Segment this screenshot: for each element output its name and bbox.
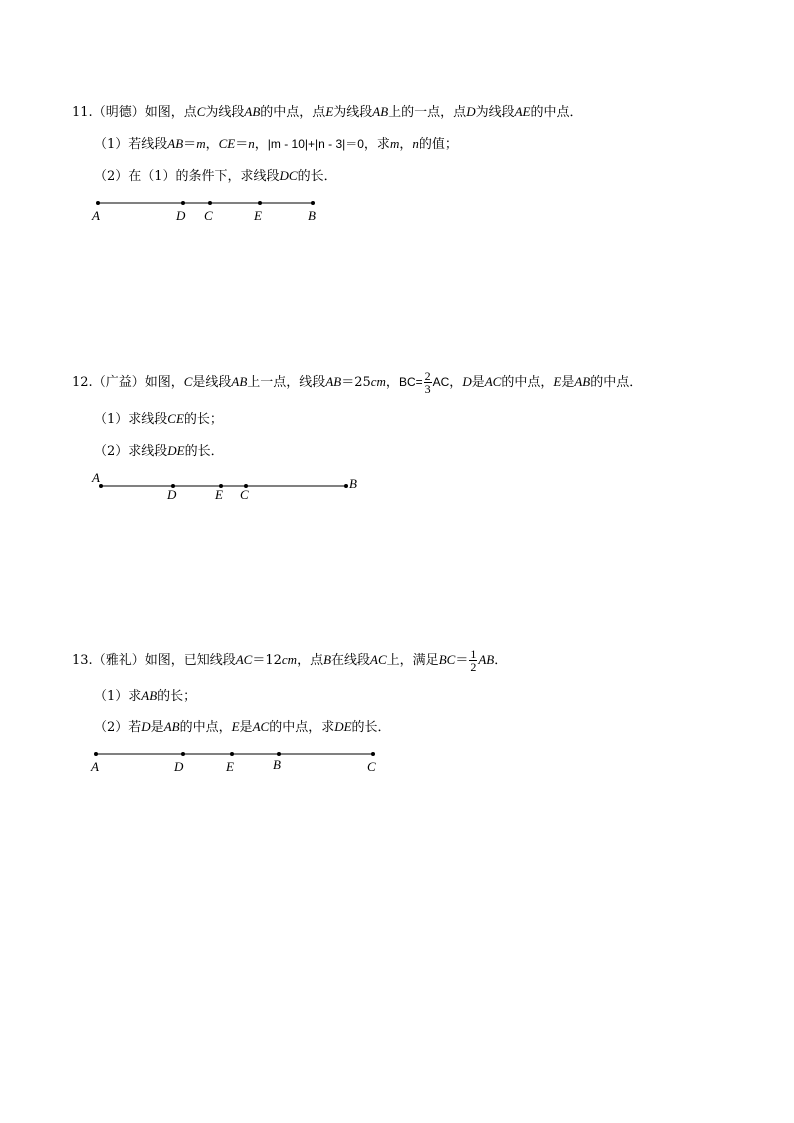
- q12-part1-text: 的长；: [183, 412, 223, 427]
- q12-var: AB: [325, 374, 342, 389]
- q11-text: 如图，点: [144, 105, 197, 120]
- q11-label-c: C: [204, 208, 213, 223]
- q11-figure: [91, 201, 316, 223]
- q12-text: 的中点，: [501, 375, 554, 390]
- q12-var: DE: [167, 443, 185, 458]
- q13-var: D: [141, 719, 151, 734]
- q12-label-e: E: [215, 487, 223, 502]
- q11-part1-text: （1）若线段: [94, 137, 168, 152]
- q13-part2: [94, 719, 391, 736]
- q12-fraction: [424, 370, 432, 395]
- q13-label-b: B: [273, 757, 281, 772]
- q12-figure: [91, 470, 357, 502]
- q11-part1-text: ＝: [235, 137, 249, 152]
- q12-label-c: C: [240, 487, 249, 502]
- q12-text: 是: [561, 375, 575, 390]
- q13-label-c: C: [367, 759, 376, 774]
- q12-var: D: [462, 374, 472, 389]
- q12-text: 如图，: [144, 375, 184, 390]
- q13-fraction: [469, 648, 477, 673]
- q13-var: AB: [163, 719, 180, 734]
- q12-part1-text: （1）求线段: [94, 412, 168, 427]
- q12-part1: [94, 411, 223, 428]
- q13-point-a: [94, 752, 98, 756]
- q12-part2: [94, 443, 224, 460]
- q13-part2-text: 的中点，求: [269, 720, 335, 735]
- q13-label-e: E: [226, 759, 234, 774]
- q13-var: AB: [478, 652, 495, 667]
- q13-text: ＝: [455, 653, 469, 668]
- q11-text: 的中点，点: [260, 105, 326, 120]
- q13-text: 上，满足: [386, 653, 439, 668]
- q12-fraction-numerator: 2: [424, 369, 431, 383]
- q11-var: n: [412, 136, 419, 151]
- q12-var: E: [553, 374, 562, 389]
- q13-point-b: [277, 752, 281, 756]
- q12-text: 的中点．: [590, 375, 643, 390]
- q12-var: CE: [167, 411, 184, 426]
- q13-figure: [90, 752, 376, 774]
- q13-part2-text: 是: [239, 720, 253, 735]
- q11-part2-text: 的长．: [297, 169, 337, 184]
- q13-text: ＝12: [252, 653, 282, 668]
- q13-fraction-numerator: 1: [470, 647, 477, 661]
- q11-part1-text: 的值；: [418, 137, 458, 152]
- q11-part1-text: ，: [254, 137, 268, 152]
- q13-label-d: D: [174, 759, 184, 774]
- q11-var: AB: [372, 104, 389, 119]
- q11-var: DC: [279, 168, 298, 183]
- q12-part2-text: 的长．: [184, 444, 224, 459]
- q11-text: 的中点．: [530, 105, 583, 120]
- q13-text: 在线段: [331, 653, 371, 668]
- q11-var: C: [196, 104, 206, 119]
- q11-text: 为线段: [205, 105, 245, 120]
- q12-var: AB: [231, 374, 248, 389]
- q12-equation-rhs: AC: [432, 375, 450, 389]
- q12-source: （广益）: [92, 375, 145, 390]
- q11-point-b: [311, 201, 315, 205]
- q13-text: ，点: [297, 653, 324, 668]
- q13-source: （雅礼）: [92, 653, 145, 668]
- q11-var: m: [196, 136, 206, 151]
- q12-unit: cm: [370, 374, 386, 389]
- q11-label-e: E: [254, 208, 262, 223]
- q11-point-e: [258, 201, 262, 205]
- q13-var: BC: [438, 652, 456, 667]
- q12-equation-lhs: BC=: [398, 375, 423, 389]
- q11-equation: |m - 10|+|n - 3|＝0: [267, 137, 364, 151]
- q11-var: m: [389, 136, 400, 151]
- q13-text: 如图，已知线段: [144, 653, 236, 668]
- q13-part2-text: （2）若: [94, 720, 142, 735]
- q11-text: 为线段: [333, 105, 373, 120]
- q13-var: AB: [141, 688, 158, 703]
- q13-text: ．: [494, 653, 508, 668]
- q12-label-b: B: [349, 476, 357, 491]
- q13-point-c: [371, 752, 375, 756]
- q11-part1-text: ＝: [183, 137, 197, 152]
- q12-var: C: [183, 374, 193, 389]
- q11-point-c: [208, 201, 212, 205]
- q11-point-a: [96, 201, 100, 205]
- q11-var: CE: [218, 136, 236, 151]
- q11-label-d: D: [176, 208, 186, 223]
- q11-var: n: [248, 136, 255, 151]
- q11-part2-text: （2）在（1）的条件下，求线段: [94, 169, 280, 184]
- q11-text: 上的一点，点: [388, 105, 467, 120]
- q11-label-a: A: [92, 208, 100, 223]
- q13-part2-text: 是: [150, 720, 164, 735]
- q13-var: E: [231, 719, 240, 734]
- q12-text: ＝25: [341, 375, 371, 390]
- q11-label-b: B: [308, 208, 316, 223]
- q11-part1-text: ，求: [363, 137, 390, 152]
- q13-var: AC: [370, 652, 387, 667]
- q13-part1-text: （1）求: [94, 689, 142, 704]
- q13-var: AC: [252, 719, 270, 734]
- q12-label-a: A: [92, 470, 100, 485]
- q13-label-a: A: [91, 759, 99, 774]
- q12-stem: [72, 370, 642, 395]
- q13-var: AC: [235, 652, 253, 667]
- q13-point-e: [230, 752, 234, 756]
- q11-part1-text: ，: [205, 137, 219, 152]
- q12-text: 是: [471, 375, 485, 390]
- q12-var: AB: [574, 374, 591, 389]
- q12-part2-text: （2）求线段: [94, 444, 168, 459]
- q11-var: AE: [514, 104, 531, 119]
- q12-text: 是线段: [192, 375, 232, 390]
- q12-text: ，: [385, 375, 399, 390]
- q12-text: 上一点，线段: [247, 375, 326, 390]
- q13-var: B: [323, 652, 332, 667]
- q11-var: D: [466, 104, 476, 119]
- q13-var: DE: [334, 719, 352, 734]
- q13-part1-text: 的长；: [157, 689, 197, 704]
- q13-part2-text: 的中点，: [179, 720, 232, 735]
- q11-source: （明德）: [92, 105, 145, 120]
- q11-var: E: [325, 104, 334, 119]
- q13-part2-text: 的长．: [351, 720, 391, 735]
- q11-var: AB: [167, 136, 184, 151]
- q11-number: 11.: [72, 105, 93, 120]
- q12-number: 12.: [72, 375, 93, 390]
- q13-stem: [72, 648, 507, 673]
- q13-unit: cm: [281, 652, 298, 667]
- q11-point-d: [181, 201, 185, 205]
- q12-fraction-denominator: 3: [424, 382, 431, 396]
- q12-label-d: D: [167, 487, 177, 502]
- q13-fraction-denominator: 2: [470, 660, 477, 674]
- q11-var: AB: [244, 104, 261, 119]
- q13-part1: [94, 688, 196, 705]
- q12-text: ，: [449, 375, 463, 390]
- q11-text: 为线段: [475, 105, 515, 120]
- q12-point-b: [344, 484, 348, 488]
- q12-var: AC: [484, 374, 502, 389]
- q13-point-d: [181, 752, 185, 756]
- q11-part1-text: ，: [399, 137, 413, 152]
- q13-number: 13.: [72, 653, 93, 668]
